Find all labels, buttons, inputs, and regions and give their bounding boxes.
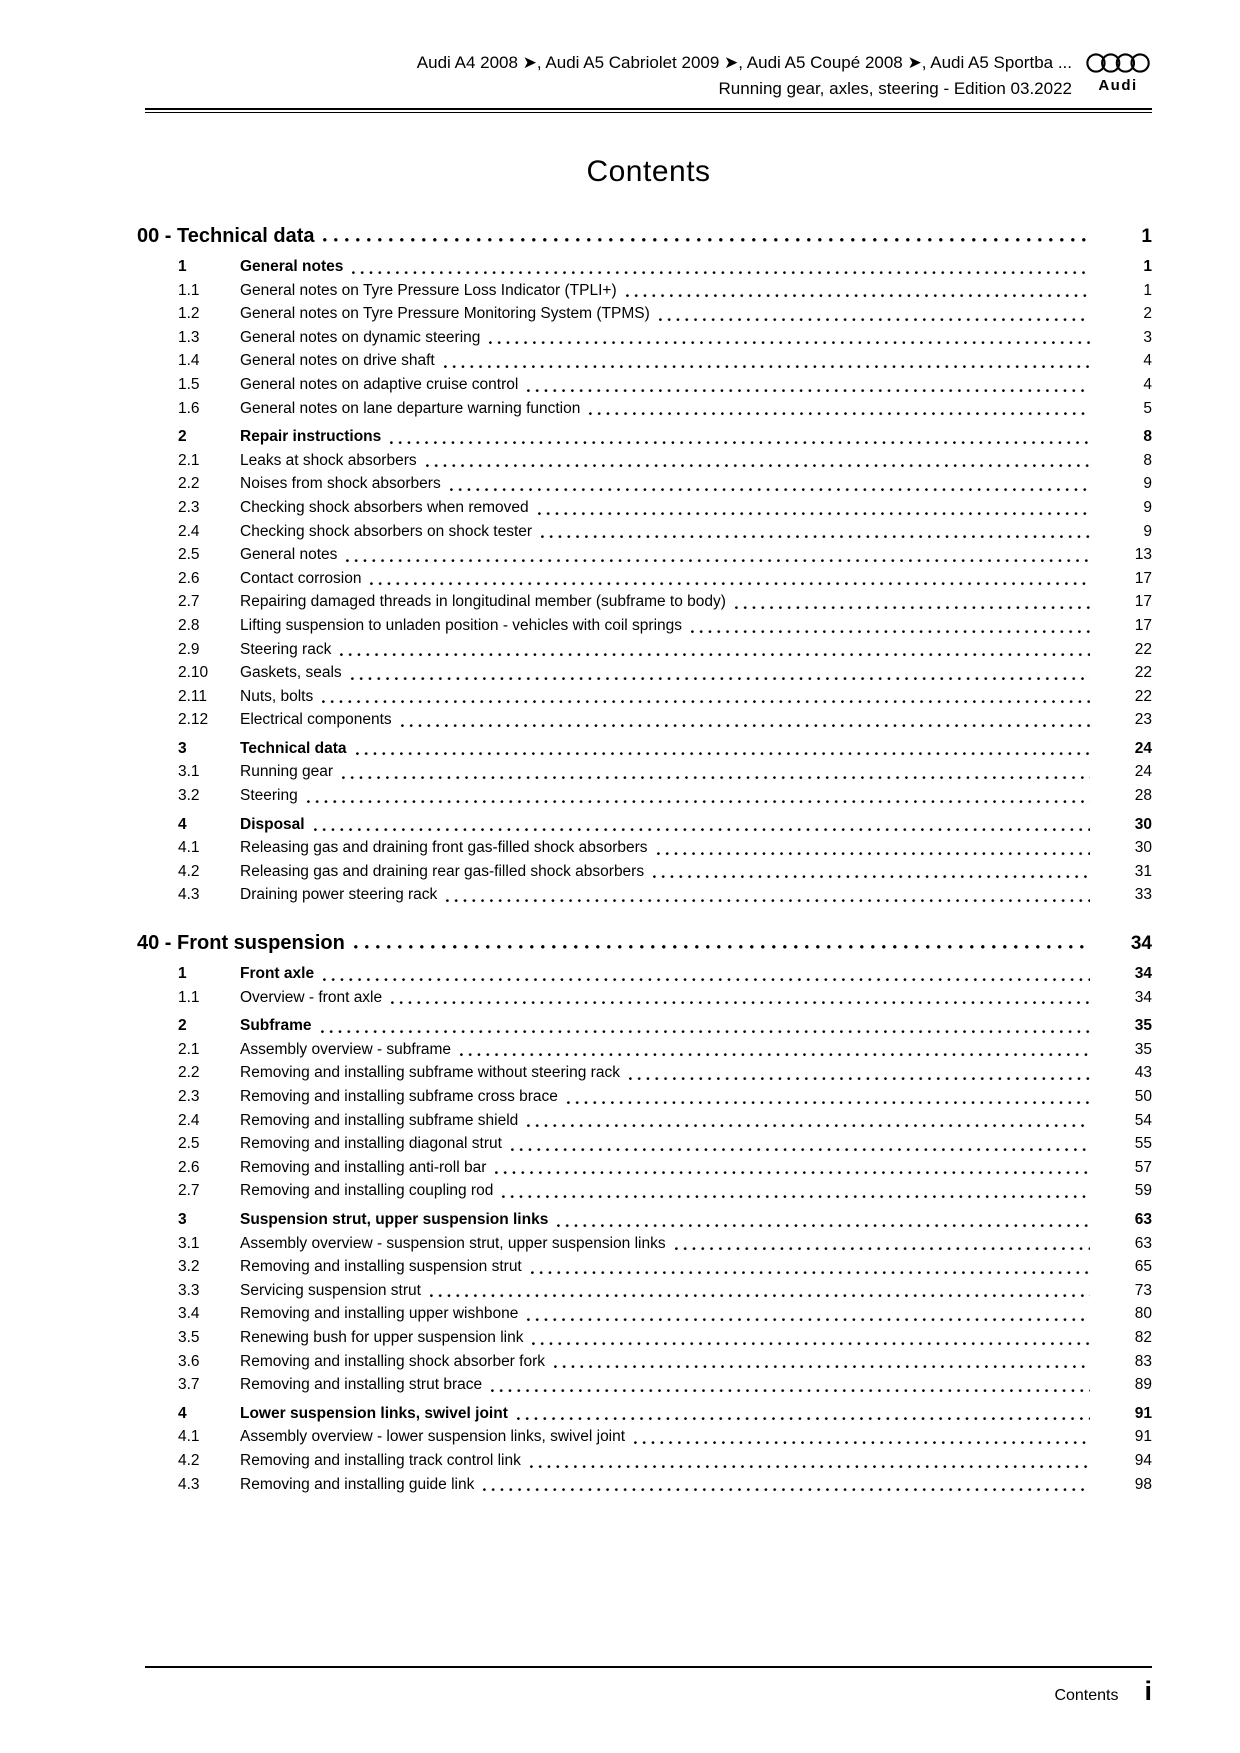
toc-section-row <box>145 1014 1152 1038</box>
dot-leader <box>460 1053 1090 1057</box>
toc-entry-page: 17 <box>1134 616 1152 634</box>
toc-entry-number: 3.1 <box>178 763 200 781</box>
toc-entry-page: 65 <box>1134 1258 1152 1276</box>
dot-leader <box>691 630 1090 634</box>
toc-entry-page: 22 <box>1134 687 1152 705</box>
toc-entry-title: Removing and installing subframe without steering rack <box>240 1064 620 1082</box>
dot-leader <box>430 1294 1090 1298</box>
toc-entry-number: 2.3 <box>178 498 200 516</box>
toc-entry-page: 30 <box>1134 839 1152 857</box>
dot-leader <box>527 389 1090 393</box>
header-text <box>417 50 1084 102</box>
toc-entry-title: Subframe <box>240 1017 312 1035</box>
audi-rings-icon <box>1084 52 1152 76</box>
toc-entry-page: 82 <box>1134 1328 1152 1346</box>
toc-entry-title: Removing and installing anti-roll bar <box>240 1158 487 1176</box>
toc-entry-page: 22 <box>1134 640 1152 658</box>
toc-entry-title: General notes <box>240 258 344 275</box>
toc-entry-row <box>145 1232 1152 1256</box>
toc-entry-title: Repair instructions <box>240 428 382 446</box>
toc-entry-page: 35 <box>1134 1040 1152 1058</box>
dot-leader <box>589 412 1090 416</box>
toc-entry-row <box>145 1061 1152 1085</box>
toc-entry-title: General notes on drive shaft <box>240 352 435 370</box>
toc-entry-row <box>145 708 1152 732</box>
toc-entry-number: 3 <box>178 1210 187 1228</box>
toc-entry-row <box>145 397 1152 421</box>
toc-entry-number: 4.1 <box>178 1428 200 1446</box>
toc-entry-title: Steering rack <box>240 640 332 658</box>
toc-entry-title: General notes <box>240 546 338 564</box>
toc-entry-number: 2 <box>178 428 187 446</box>
dot-leader <box>370 582 1090 586</box>
dot-leader <box>634 1441 1090 1445</box>
toc-entry-title: Running gear <box>240 763 334 781</box>
toc-entry-page: 3 <box>1143 328 1152 346</box>
toc-entry-title: Releasing gas and draining front gas-filled shock absorbers <box>240 839 648 857</box>
toc-entry-title: Lifting suspension to unladen position - vehicles with coil springs <box>240 616 682 634</box>
header-models-line: Audi A4 2008 ➤, Audi A5 Cabriolet 2009 ➤, Audi A5 Coupé 2008 ➤, Audi A5 Sportba ... <box>416 53 1072 72</box>
toc-entry-title: Removing and installing shock absorber fork <box>240 1352 545 1370</box>
toc-entry-page: 13 <box>1134 546 1152 564</box>
toc-entry-number: 1.1 <box>178 988 200 1006</box>
toc-entry-page: 35 <box>1134 1017 1152 1035</box>
dot-leader <box>450 488 1090 492</box>
toc-entry-page: 24 <box>1134 739 1152 757</box>
toc-entry-title: General notes on adaptive cruise control <box>240 375 519 393</box>
toc-entry-row <box>145 302 1152 326</box>
toc-entry-row <box>145 614 1152 638</box>
dot-leader <box>322 700 1090 704</box>
toc-entry-row <box>145 638 1152 662</box>
dot-leader <box>657 852 1090 856</box>
toc-entry-page: 83 <box>1134 1352 1152 1370</box>
toc-entry-row <box>145 883 1152 907</box>
dot-leader <box>541 535 1090 539</box>
toc-entry-title: Releasing gas and draining rear gas-filled shock absorbers <box>240 862 645 880</box>
toc-section-row <box>145 962 1152 986</box>
toc-entry-row <box>145 472 1152 496</box>
toc-entry-row <box>145 373 1152 397</box>
toc-entry-page: 57 <box>1134 1158 1152 1176</box>
toc-entry-row <box>145 661 1152 685</box>
toc-section-row <box>145 737 1152 761</box>
dot-leader <box>391 1001 1090 1005</box>
toc-entry-title: Removing and installing coupling rod <box>240 1182 494 1200</box>
toc-entry-row <box>145 836 1152 860</box>
toc-entry-title: Suspension strut, upper suspension links <box>240 1210 549 1228</box>
toc-chapter-title: 00 - Technical data <box>137 225 315 247</box>
toc-entry-number: 2.5 <box>178 546 200 564</box>
toc-entry-page: 2 <box>1143 305 1152 323</box>
toc-entry-page: 94 <box>1134 1451 1152 1469</box>
toc-entry-number: 2.4 <box>178 522 200 540</box>
toc-entry-number: 3.5 <box>178 1328 200 1346</box>
toc-entry-number: 2.4 <box>178 1111 200 1129</box>
toc-entry-title: Servicing suspension strut <box>240 1281 421 1299</box>
dot-leader <box>446 899 1090 903</box>
toc-entry-row <box>145 1449 1152 1473</box>
toc-entry-title: Removing and installing upper wishbone <box>240 1305 519 1323</box>
header-subtitle-line: Running gear, axles, steering - Edition 03.2022 <box>718 79 1072 98</box>
toc-chapter-row <box>137 225 1152 248</box>
dot-leader <box>351 677 1090 681</box>
toc-entry-number: 2.2 <box>178 475 200 493</box>
toc-entry-page: 24 <box>1134 763 1152 781</box>
toc-entry-row <box>145 1132 1152 1156</box>
toc-entry-title: Overview - front axle <box>240 988 383 1006</box>
toc-entry-page: 63 <box>1134 1234 1152 1252</box>
toc-entry-number: 1.5 <box>178 375 200 393</box>
dot-leader <box>390 441 1090 445</box>
toc-entry-row <box>145 685 1152 709</box>
toc-entry-title: Lower suspension links, swivel joint <box>240 1404 508 1422</box>
toc-entry-title: Noises from shock absorbers <box>240 475 441 493</box>
header-divider <box>145 108 1152 113</box>
toc <box>137 225 1152 1496</box>
dot-leader <box>323 978 1090 982</box>
toc-entry-title: Front axle <box>240 965 315 983</box>
dot-leader <box>511 1148 1090 1152</box>
toc-section-row <box>145 425 1152 449</box>
toc-entry-number: 2.6 <box>178 1158 200 1176</box>
toc-entry-number: 3.6 <box>178 1352 200 1370</box>
toc-entry-row <box>145 520 1152 544</box>
toc-entry-number: 2.7 <box>178 1182 200 1200</box>
toc-entry-page: 33 <box>1134 886 1152 904</box>
toc-entry-row <box>145 1109 1152 1133</box>
toc-entry-title: Contact corrosion <box>240 569 362 587</box>
dot-leader <box>340 653 1090 657</box>
toc-entry-number: 4.2 <box>178 1451 200 1469</box>
toc-entry-number: 2.11 <box>178 687 208 705</box>
toc-entry-number: 3.1 <box>178 1234 200 1252</box>
toc-entry-number: 3.2 <box>178 787 200 805</box>
toc-entry-title: Assembly overview - suspension strut, upper suspension links <box>240 1234 666 1252</box>
toc-entry-number: 4.3 <box>178 1475 200 1493</box>
toc-entry-title: General notes on dynamic steering <box>240 328 481 346</box>
toc-entry-page: 5 <box>1143 399 1152 417</box>
toc-entry-page: 31 <box>1134 862 1152 880</box>
toc-entry-number: 2.12 <box>178 711 209 729</box>
dot-leader <box>307 800 1090 804</box>
toc-entry-number: 1.3 <box>178 328 200 346</box>
dot-leader <box>629 1077 1090 1081</box>
dot-leader <box>517 1417 1090 1421</box>
toc-entry-title: Removing and installing strut brace <box>240 1376 483 1394</box>
dot-leader <box>626 294 1090 298</box>
dot-leader <box>354 945 1090 950</box>
dot-leader <box>444 365 1090 369</box>
toc-entry-row <box>145 760 1152 784</box>
toc-entry-page: 34 <box>1134 965 1152 983</box>
toc-entry-page: 23 <box>1134 711 1152 729</box>
toc-entry-page: 1 <box>1143 258 1152 275</box>
toc-chapter-title: 40 - Front suspension <box>137 932 345 955</box>
footer-page-number: i <box>1144 1676 1152 1706</box>
dot-leader <box>557 1224 1090 1228</box>
toc-entry-page: 9 <box>1143 522 1152 540</box>
toc-entry-number: 2.3 <box>178 1088 200 1105</box>
toc-entry-row <box>145 590 1152 614</box>
toc-entry-row <box>145 1038 1152 1062</box>
toc-entry-number: 4 <box>178 815 187 833</box>
audi-wordmark: Audi <box>1098 77 1138 94</box>
toc-entry-page: 55 <box>1134 1135 1152 1153</box>
dot-leader <box>314 828 1090 832</box>
toc-entry-title: Removing and installing diagonal strut <box>240 1135 502 1153</box>
toc-entry-number: 3.3 <box>178 1281 200 1299</box>
toc-entry-page: 43 <box>1134 1064 1152 1082</box>
toc-entry-row <box>145 1473 1152 1497</box>
toc-entry-title: Gaskets, seals <box>240 664 342 682</box>
toc-entry-page: 30 <box>1134 815 1152 833</box>
toc-entry-title: Disposal <box>240 815 305 833</box>
toc-entry-row <box>145 496 1152 520</box>
dot-leader <box>346 559 1090 563</box>
toc-section-row <box>145 1208 1152 1232</box>
toc-section-row <box>145 255 1152 279</box>
toc-entry-page: 91 <box>1134 1428 1152 1446</box>
toc-entry-page: 8 <box>1143 451 1152 469</box>
toc-entry-title: Technical data <box>240 739 347 757</box>
toc-entry-row <box>145 1425 1152 1449</box>
toc-entry-number: 3.7 <box>178 1376 200 1394</box>
toc-entry-row <box>145 986 1152 1010</box>
toc-entry-page: 4 <box>1143 375 1152 393</box>
dot-leader <box>483 1488 1090 1492</box>
dot-leader <box>530 1465 1090 1469</box>
toc-entry-number: 2.6 <box>178 569 200 587</box>
toc-entry-page: 9 <box>1143 475 1152 493</box>
dot-leader <box>527 1318 1090 1322</box>
toc-entry-page: 34 <box>1134 988 1152 1006</box>
toc-entry-number: 3.4 <box>178 1305 200 1323</box>
toc-entry-number: 2.9 <box>178 640 200 658</box>
toc-entry-title: Assembly overview - subframe <box>240 1040 452 1058</box>
dot-leader <box>321 1030 1091 1034</box>
footer-divider <box>145 1666 1152 1668</box>
page-header <box>145 0 1152 102</box>
toc-entry-page: 50 <box>1134 1088 1152 1105</box>
toc-entry-number: 1.1 <box>178 281 200 299</box>
toc-entry-number: 1.2 <box>178 305 200 323</box>
toc-entry-row <box>145 1179 1152 1203</box>
toc-entry-number: 3.2 <box>178 1258 200 1276</box>
toc-entry-number: 2.10 <box>178 664 209 682</box>
toc-entry-title: Removing and installing track control link <box>240 1451 521 1469</box>
dot-leader <box>491 1389 1090 1393</box>
toc-entry-number: 1 <box>178 965 187 983</box>
toc-entry-row <box>145 349 1152 373</box>
dot-leader <box>356 752 1090 756</box>
dot-leader <box>567 1101 1090 1105</box>
toc-entry-title: General notes on Tyre Pressure Loss Indicator (TPLI+) <box>240 281 617 299</box>
toc-chapter-block <box>137 225 1152 907</box>
toc-entry-page: 17 <box>1134 569 1152 587</box>
toc-entry-title: Renewing bush for upper suspension link <box>240 1328 524 1346</box>
toc-entry-number: 2.1 <box>178 1040 200 1058</box>
toc-entry-title: Removing and installing suspension strut <box>240 1258 522 1276</box>
page-footer <box>145 1666 1152 1707</box>
dot-leader <box>502 1195 1090 1199</box>
toc-entry-page: 22 <box>1134 664 1152 682</box>
toc-entry-number: 2.1 <box>178 451 200 469</box>
toc-chapter-row <box>137 932 1152 955</box>
toc-chapter-block <box>137 932 1152 1496</box>
toc-entry-row <box>145 784 1152 808</box>
toc-entry-number: 2 <box>178 1017 187 1035</box>
toc-entry-page: 59 <box>1134 1182 1152 1200</box>
dot-leader <box>342 776 1090 780</box>
toc-entry-row <box>145 1373 1152 1397</box>
toc-entry-page: 63 <box>1134 1210 1152 1228</box>
toc-entry-row <box>145 567 1152 591</box>
toc-entry-number: 2.8 <box>178 616 200 634</box>
toc-entry-row <box>145 1326 1152 1350</box>
toc-entry-title: Removing and installing subframe cross brace <box>240 1088 558 1105</box>
toc-entry-page: 17 <box>1134 593 1152 611</box>
toc-entry-title: Removing and installing guide link <box>240 1475 475 1493</box>
toc-entry-row <box>145 543 1152 567</box>
toc-entry-page: 4 <box>1143 352 1152 370</box>
dot-leader <box>352 271 1090 275</box>
toc-entry-number: 2.5 <box>178 1135 200 1153</box>
toc-entry-number: 2.7 <box>178 593 200 611</box>
toc-entry-page: 98 <box>1134 1475 1152 1493</box>
toc-chapter-page: 1 <box>1141 226 1152 247</box>
toc-entry-page: 9 <box>1143 498 1152 516</box>
toc-entry-number: 1.6 <box>178 399 200 417</box>
toc-entry-page: 91 <box>1134 1404 1152 1422</box>
toc-entry-page: 28 <box>1134 787 1152 805</box>
toc-section-row <box>145 1402 1152 1426</box>
toc-entry-title: Checking shock absorbers when removed <box>240 498 529 516</box>
toc-entry-number: 3 <box>178 739 187 757</box>
toc-entry-row <box>145 1255 1152 1279</box>
toc-entry-row <box>145 1085 1152 1109</box>
dot-leader <box>554 1365 1090 1369</box>
toc-entry-title: General notes on lane departure warning function <box>240 399 581 417</box>
toc-entry-row <box>145 279 1152 303</box>
toc-entry-title: General notes on Tyre Pressure Monitoring System (TPMS) <box>240 305 650 323</box>
dot-leader <box>532 1342 1090 1346</box>
dot-leader <box>659 318 1090 322</box>
toc-entry-title: Steering <box>240 787 298 805</box>
toc-chapter-page: 34 <box>1130 933 1152 955</box>
toc-entry-number: 1 <box>178 258 187 275</box>
toc-entry-title: Assembly overview - lower suspension links, swivel joint <box>240 1428 626 1446</box>
toc-entry-row <box>145 1279 1152 1303</box>
toc-entry-row <box>145 1302 1152 1326</box>
dot-leader <box>735 606 1090 610</box>
dot-leader <box>527 1124 1090 1128</box>
toc-entry-number: 4 <box>178 1404 187 1422</box>
toc-entry-title: Leaks at shock absorbers <box>240 451 417 469</box>
toc-entry-page: 1 <box>1143 281 1152 299</box>
toc-entry-page: 73 <box>1134 1281 1152 1299</box>
dot-leader <box>653 875 1090 879</box>
footer-label: Contents <box>1054 1687 1119 1704</box>
dot-leader <box>426 464 1090 468</box>
toc-entry-title: Draining power steering rack <box>240 886 438 904</box>
toc-entry-number: 2.2 <box>178 1064 200 1082</box>
dot-leader <box>531 1271 1090 1275</box>
toc-entry-title: Repairing damaged threads in longitudinal member (subframe to body) <box>240 593 726 611</box>
toc-entry-row <box>145 449 1152 473</box>
toc-entry-title: Checking shock absorbers on shock tester <box>240 522 533 540</box>
dot-leader <box>401 724 1090 728</box>
dot-leader <box>323 238 1090 243</box>
toc-entry-number: 4.1 <box>178 839 200 857</box>
toc-entry-row <box>145 326 1152 350</box>
toc-entry-title: Electrical components <box>240 711 392 729</box>
dot-leader <box>495 1171 1090 1175</box>
dot-leader <box>675 1247 1090 1251</box>
dot-leader <box>538 512 1090 516</box>
toc-entry-page: 80 <box>1134 1305 1152 1323</box>
page-title: Contents <box>586 155 711 188</box>
toc-entry-page: 54 <box>1134 1111 1152 1129</box>
toc-entry-title: Removing and installing subframe shield <box>240 1111 519 1129</box>
toc-entry-row <box>145 1156 1152 1180</box>
toc-entry-title: Nuts, bolts <box>240 687 314 705</box>
toc-entry-number: 4.2 <box>178 862 200 880</box>
audi-brand-block <box>1084 50 1152 94</box>
toc-entry-page: 8 <box>1143 428 1152 446</box>
toc-entry-number: 4.3 <box>178 886 200 904</box>
toc-entry-number: 1.4 <box>178 352 200 370</box>
toc-entry-page: 89 <box>1134 1376 1152 1394</box>
toc-entry-row <box>145 860 1152 884</box>
toc-entry-row <box>145 1350 1152 1374</box>
dot-leader <box>489 341 1090 345</box>
toc-section-row <box>145 813 1152 837</box>
